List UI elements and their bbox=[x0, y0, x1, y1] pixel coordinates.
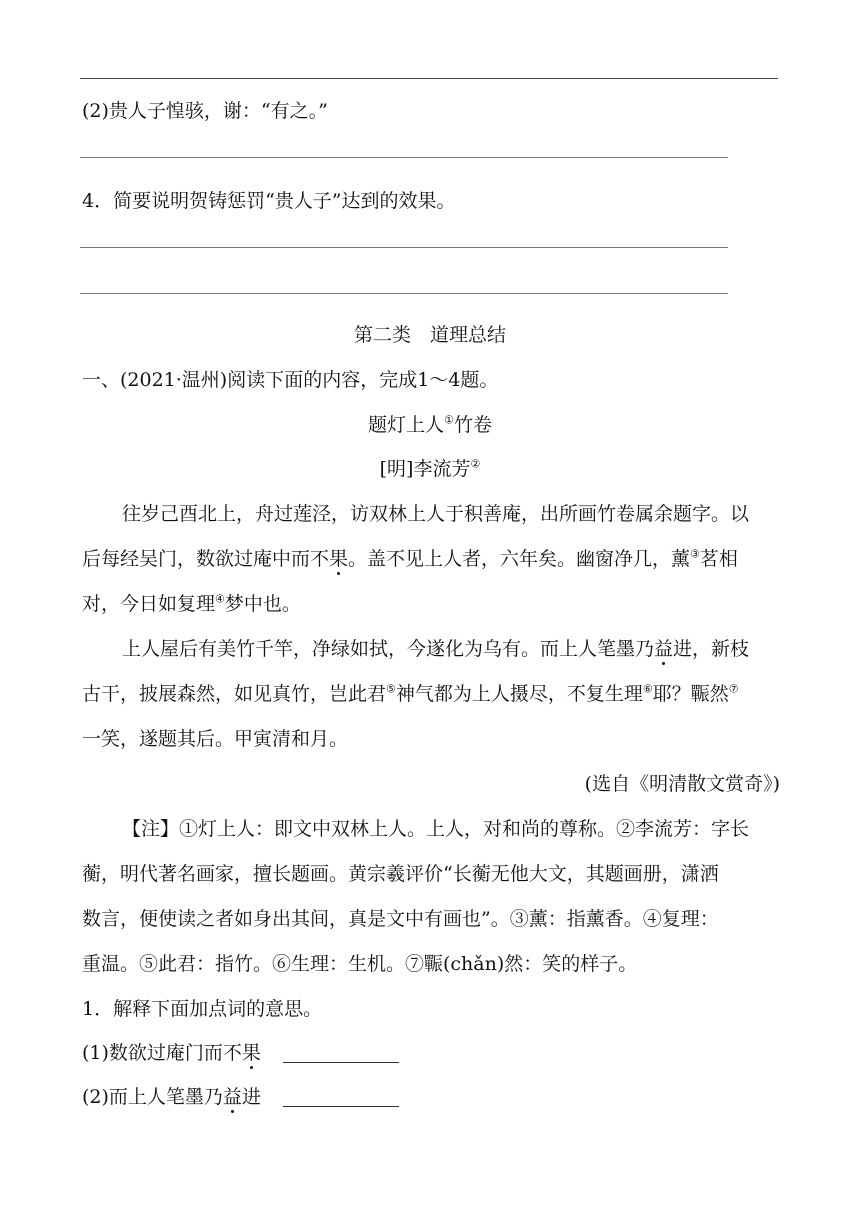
passage-title: 题灯上人①竹卷 bbox=[368, 413, 492, 436]
section-intro: 一、(2021·温州)阅读下面的内容，完成1～4题。 bbox=[82, 369, 499, 391]
passage-line: 往岁己酉北上，舟过莲泾，访双林上人于积善庵，出所画竹卷属余题字。以 bbox=[122, 503, 750, 525]
dotted-word: 果 bbox=[241, 1042, 261, 1064]
notes-line: 重温。⑤此君：指竹。⑥生理：生机。⑦辴(chǎn)然：笑的样子。 bbox=[82, 953, 638, 975]
answer-line bbox=[80, 247, 728, 248]
answer-line bbox=[80, 157, 728, 158]
question-1-2: (2)而上人笔墨乃益进 bbox=[82, 1082, 399, 1109]
section-title: 第二类 道理总结 bbox=[353, 324, 506, 346]
passage-line: 对，今日如复理④梦中也。 bbox=[82, 592, 301, 615]
question-1-1: (1)数欲过庵门而不果 bbox=[82, 1038, 399, 1065]
question-4: 4．简要说明贺铸惩罚“贵人子”达到的效果。 bbox=[82, 190, 456, 212]
top-divider bbox=[80, 78, 778, 79]
dotted-word: 益 bbox=[222, 1086, 242, 1108]
passage-source: (选自《明清散文赏奇》) bbox=[584, 773, 780, 795]
dotted-word: 果 bbox=[329, 548, 349, 570]
passage-line: 后每经吴门，数欲过庵中而不果。盖不见上人者，六年矣。幽窗净几，薰③茗相 bbox=[82, 547, 738, 570]
question-1: 1．解释下面加点词的意思。 bbox=[82, 998, 323, 1020]
passage-line: 上人屋后有美竹千竿，净绿如拭，今遂化为乌有。而上人笔墨乃益进，新枝 bbox=[122, 638, 750, 660]
passage-author: [明]李流芳② bbox=[379, 457, 481, 480]
question-3-2: (2)贵人子惶骇，谢：“有之。” bbox=[82, 100, 328, 122]
passage-line: 古干，披展森然，如见真竹，岂此君⑤神气都为上人摄尽，不复生理⑥耶？辴然⑦ bbox=[82, 682, 739, 705]
answer-blank[interactable] bbox=[283, 1044, 399, 1063]
answer-blank[interactable] bbox=[283, 1088, 399, 1107]
notes-line: 数言，便使读之者如身出其间，真是文中有画也”。③薰：指薰香。④复理： bbox=[82, 908, 719, 930]
notes-line: 【注】①灯上人：即文中双林上人。上人，对和尚的尊称。②李流芳：字长 bbox=[122, 818, 750, 840]
notes-line: 蘅，明代著名画家，擅长题画。黄宗羲评价“长蘅无他大文，其题画册，潇洒 bbox=[82, 863, 719, 885]
dotted-word: 益 bbox=[654, 638, 674, 660]
passage-line: 一笑，遂题其后。甲寅清和月。 bbox=[82, 728, 349, 750]
answer-line bbox=[80, 293, 728, 294]
